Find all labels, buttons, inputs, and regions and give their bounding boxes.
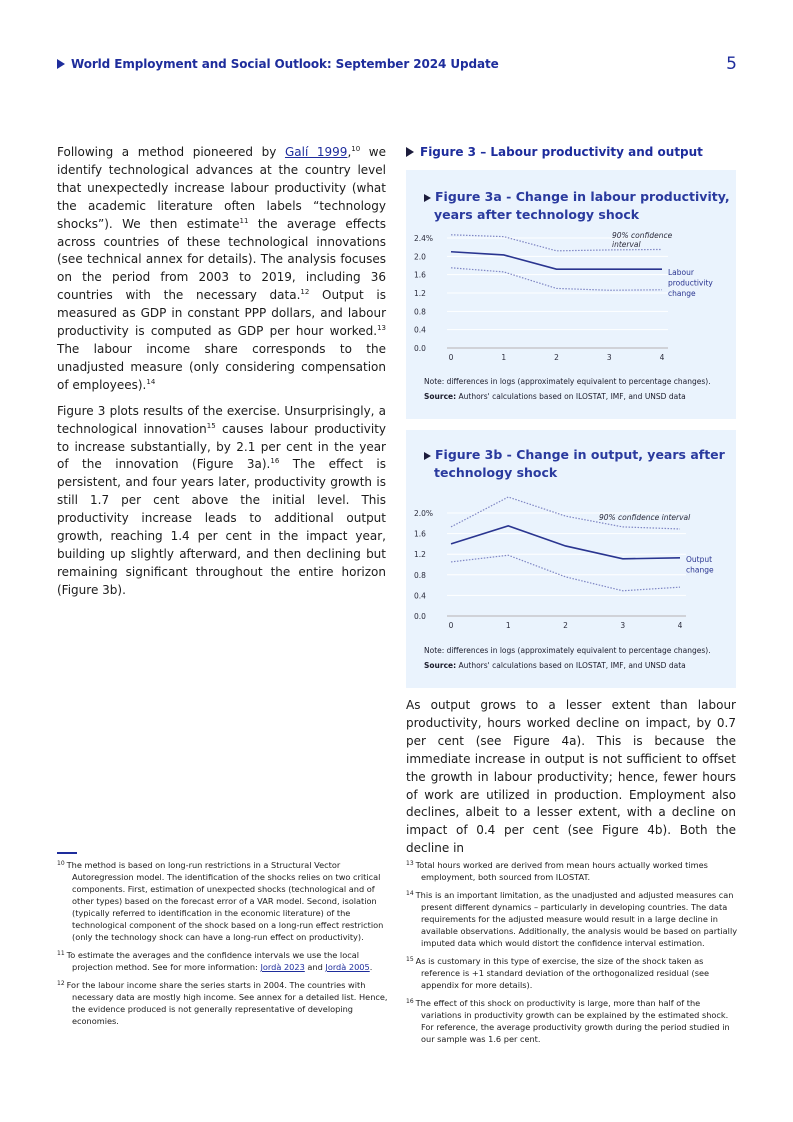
citation-link-jorda-2005[interactable]: Jordà 2005: [325, 962, 370, 972]
figure-3a-note: [424, 374, 711, 404]
series-label: Labour productivity change: [668, 268, 713, 298]
y-tick-label: 2.0: [414, 252, 426, 262]
footnote-divider: [57, 852, 77, 854]
source-text: Source: Authors' calculations based on ILOSTAT, IMF, and UNSD data: [424, 661, 686, 670]
page-number: 5: [726, 54, 737, 74]
citation-link-gali-1999[interactable]: Galí 1999: [284, 145, 348, 159]
y-tick-label: 0.8: [414, 307, 426, 317]
x-tick-label: 3: [606, 353, 612, 362]
triangle-bullet-icon: [424, 452, 431, 460]
figure-3b-title: Figure 3b - Change in output, years after technology shock: [424, 446, 725, 482]
ci-annotation-label: 90% confidence interval: [599, 513, 691, 522]
series-label: Output change: [686, 555, 714, 575]
footnote-11: $^{11}$ To estimate the averages and the confidence intervals we use the local projection method. See for more information: Jordà 2023 and Jordà 2005.: [57, 950, 373, 972]
source-text: Source: Authors' calculations based on ILOSTAT, IMF, and UNSD data: [424, 392, 686, 401]
citation-link-jorda-2023[interactable]: Jordà 2023: [260, 962, 305, 972]
footnotes-left: [57, 859, 392, 1033]
footnote-ref-14[interactable]: 14: [146, 377, 156, 386]
footnote-14: $^{14}$ This is an important limitation, as the unadjusted and adjusted measures can present different dynamics – particularly in developing countries. The data requirements for the adjusted measure would result in a large decline in available observations. Additionally, the analysis would be based on partially imputed data which would distort the confidence interval estimation.: [406, 890, 738, 948]
note-text: Note: differences in logs (approximately equivalent to percentage changes).: [424, 646, 711, 655]
running-header: [57, 54, 737, 77]
x-tick-label: 1: [501, 353, 507, 362]
ci-lower-line: [451, 268, 662, 290]
y-tick-label: 0.0: [414, 344, 426, 353]
y-tick-label: 2.0%: [414, 509, 434, 518]
x-tick-label: 4: [659, 353, 665, 362]
triangle-bullet-icon: [57, 59, 65, 69]
x-tick-label: 2: [563, 621, 568, 630]
x-tick-label: 0: [448, 353, 454, 362]
footnote-ref-11[interactable]: 11: [239, 216, 249, 225]
paragraph-results: Figure 3 plots results of the exercise. Unsurprisingly, a technological innovation$^{15}$ causes labour productivity to increase substantially, by 2.1 per cent in the year of the innovation (Figure 3a).$^{16}$ The effect is persistent, and four years later, productivity growth is still 1.7 per cent above the initial level. This productivity increase leads to additional output growth, reaching 1.4 per cent in the impact year, building up slightly afterward, and then declining but remaining significant throughout the entire horizon (Figure 3b).: [57, 403, 386, 597]
footnote-15: $^{15}$ As is customary in this type of exercise, the size of the shock taken as reference is +1 standard deviation of the orthogonalized residual (see appendix for more details).: [406, 956, 710, 990]
y-tick-label: 1.6: [414, 529, 426, 539]
body-text-right: [406, 697, 736, 858]
figure-3b-panel: [406, 430, 736, 688]
triangle-bullet-icon: [424, 194, 431, 202]
paragraph-hours: As output grows to a lesser extent than labour productivity, hours worked decline on impact, by 0.7 per cent (see Figure 4a). This is because the immediate increase in output is not sufficient to offset the growth in labour productivity; hence, fewer hours of work are utilized in production. Employment also declines, albeit to a lesser extent, with a decline on impact of 0.4 per cent (see Figure 4b). Both the decline in: [406, 698, 736, 856]
body-text-left: [57, 144, 386, 608]
footnote-ref-13[interactable]: 13: [377, 324, 386, 333]
y-tick-label: 0.4: [414, 325, 426, 335]
figure-3a-panel: [406, 170, 736, 419]
ci-annotation-label: 90% confidence interval: [612, 231, 673, 249]
y-tick-label: 1.6: [414, 270, 426, 280]
x-tick-label: 2: [554, 353, 559, 362]
note-text: Note: differences in logs (approximately equivalent to percentage changes).: [424, 377, 711, 386]
x-tick-label: 0: [448, 621, 454, 630]
footnote-ref-16[interactable]: 16: [270, 457, 280, 466]
y-tick-label: 2.4%: [414, 234, 434, 243]
y-tick-label: 0.8: [414, 570, 426, 580]
y-tick-label: 1.2: [414, 550, 426, 560]
y-tick-label: 0.0: [414, 612, 426, 621]
x-tick-label: 1: [505, 621, 511, 630]
footnote-ref-15[interactable]: 15: [206, 421, 216, 430]
y-tick-label: 1.2: [414, 289, 426, 298]
triangle-bullet-icon: [406, 147, 414, 157]
paragraph-method: Following a method pioneered by Galí 1999,10 we identify technological advances at the country level that unexpectedly increase labour productivity (what the academic literature often labels “technology shocks”). We then estimate$^{11}$ the average effects across countries of these technological innovations (see technical annex for details). The analysis focuses on the period from 2003 to 2019, including 36 countries with the necessary data.$^{12}$ Output is measured as GDP in constant PPP dollars, and labour productivity is computed as GDP per hour worked.$^{13}$ The labour income share corresponds to the unadjusted measure (only considering compensation of employees).$^{14}$: [57, 145, 386, 392]
footnote-16: $^{16}$ The effect of this shock on productivity is large, more than half of the variations in productivity growth can be explained by the estimated shock. For reference, the average productivity growth during the period studied in our sample was 1.6 per cent.: [406, 998, 730, 1044]
report-title: World Employment and Social Outlook: September 2024 Update: [57, 57, 499, 71]
y-tick-label: 0.4: [414, 591, 426, 601]
main-series-line: [451, 252, 662, 269]
footnote-10: $^{10}$ The method is based on long-run restrictions in a Structural Vector Autoregression model. The identification of the shocks relies on two critical components. First, estimation of unexpected shocks (technological and of other types) based on the forecast error of a VAR model. Second, isolation (typically referred to identification in the economic literature) of the technological component of the shock based on a long-run effect restriction (only the technology shock can have a long-run effect on productivity).: [57, 860, 384, 942]
figure-3-title: Figure 3 – Labour productivity and output: [406, 145, 703, 159]
x-tick-label: 3: [620, 621, 626, 630]
figure-3a-title: Figure 3a - Change in labour productivity, years after technology shock: [424, 188, 730, 224]
ci-lower-line: [451, 555, 680, 591]
footnote-ref-10[interactable]: 10: [351, 145, 361, 153]
figure-3b-note: [424, 643, 711, 673]
footnote-ref-12[interactable]: 12: [300, 288, 310, 297]
footnote-12: $^{12}$ For the labour income share the series starts in 2004. The countries with necessary data are mostly high income. See annex for a detailed list. Hence, the evidence produced is not generally representative of developing economies.: [57, 980, 388, 1026]
footnotes-right: [406, 859, 741, 1051]
x-tick-label: 4: [677, 621, 683, 630]
footnote-13: $^{13}$ Total hours worked are derived from mean hours actually worked times employment, both sourced from ILOSTAT.: [406, 860, 708, 882]
